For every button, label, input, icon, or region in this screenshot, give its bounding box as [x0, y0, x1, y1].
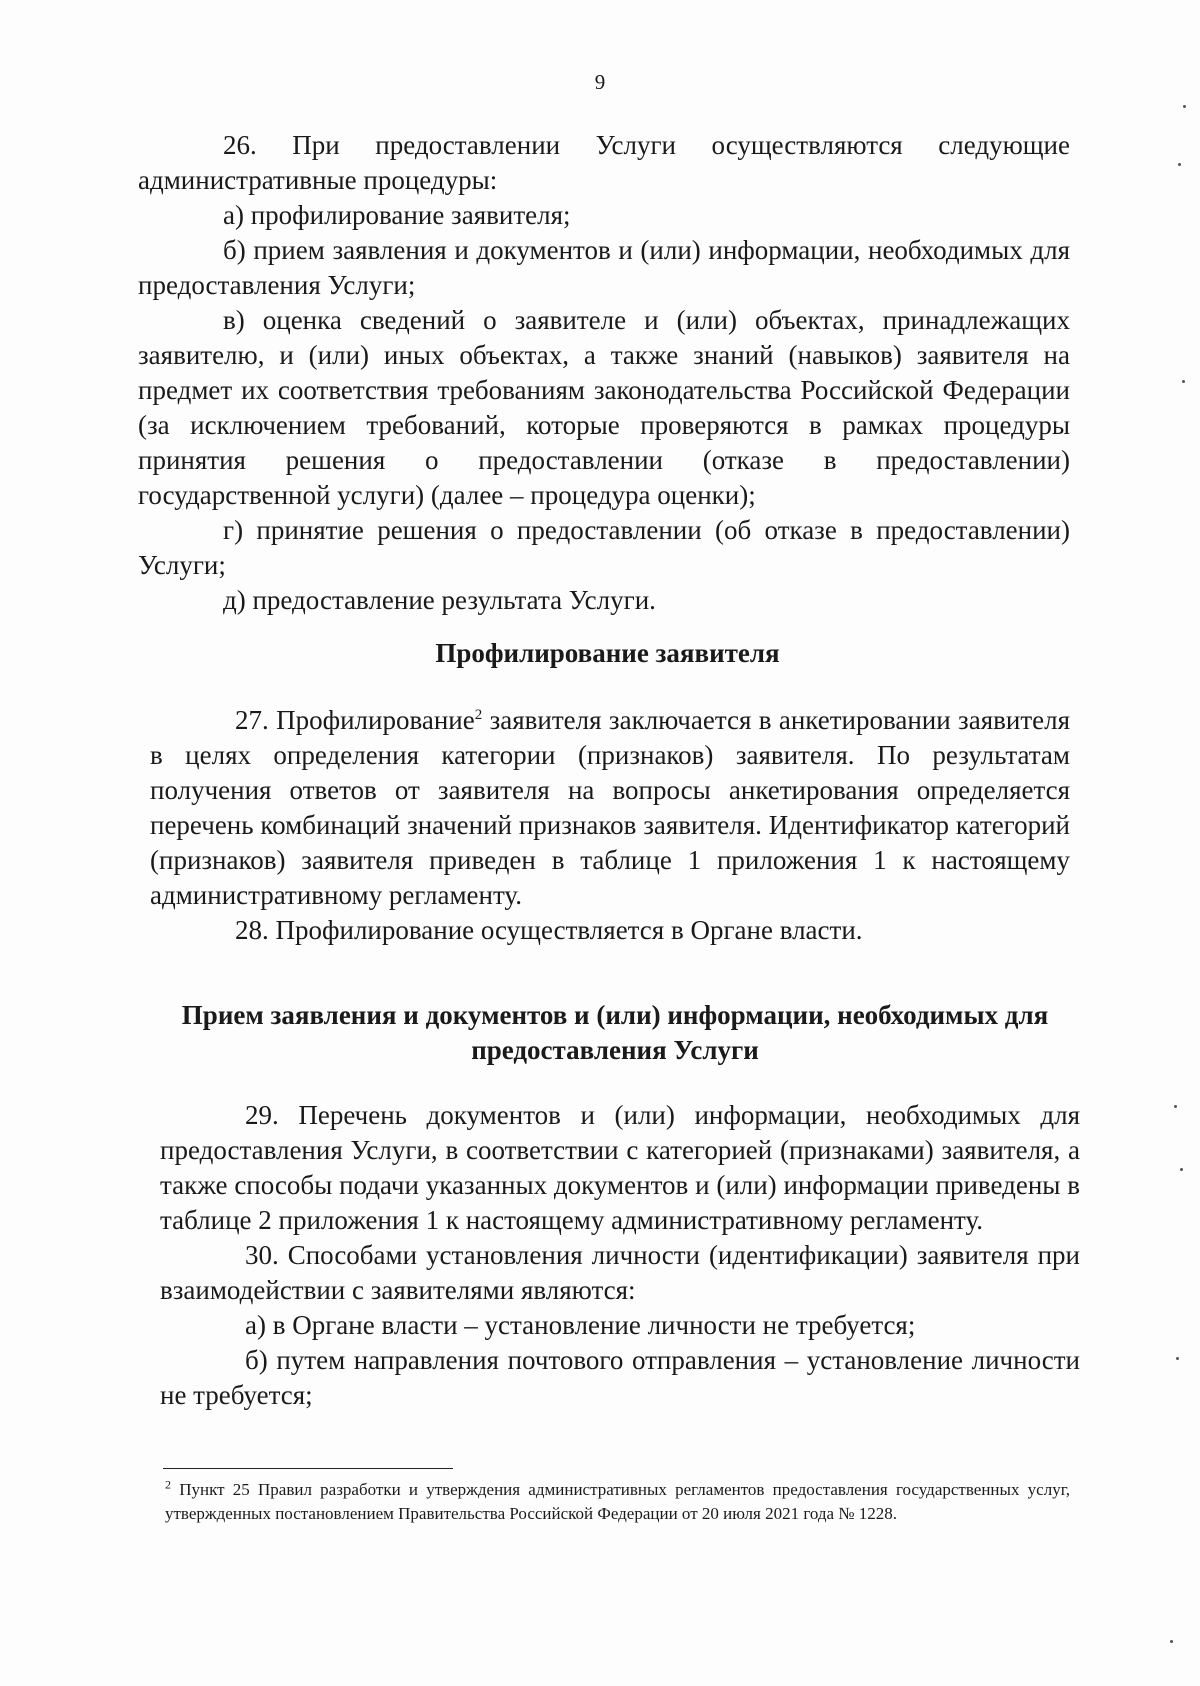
paragraph-27-start: 27. Профилирование [235, 705, 475, 735]
footnote-separator [163, 1468, 453, 1469]
scan-speck [1174, 1105, 1177, 1108]
section-reception-heading-wrap [150, 998, 1080, 1068]
section-profiling-heading-wrap [150, 636, 1065, 671]
scan-speck [1176, 1357, 1179, 1360]
list-item-a: а) профилирование заявителя; [223, 200, 571, 230]
scan-speck [1170, 1640, 1173, 1643]
paragraph-26: 26. При предоставлении Услуги осуществляются следующие административные процедуры: [138, 130, 1070, 195]
footnote-reference: 2 [474, 707, 483, 723]
list-item-g: г) принятие решения о предоставлении (об отказе в предоставлении) Услуги; [138, 515, 1070, 580]
scan-speck [1182, 380, 1185, 383]
page-number: 9 [594, 70, 606, 94]
scan-speck [1178, 163, 1181, 166]
list-item-v: в) оценка сведений о заявителе и (или) объектах, принадлежащих заявителю, и (или) иных объектах, а также знаний (навыков) заявителя на предмет их соответствия требованиям законодательства Российской Федерации (за исключением требований, которые проверяются в рамках процедуры принятия решения о предоставлении (отказе в предоставлении) государственной услуги) (далее – процедура оценки); [138, 305, 1070, 510]
section-profiling [150, 703, 1070, 948]
heading-reception-line2: предоставления Услуги [471, 1035, 759, 1065]
heading-reception-line1: Прием заявления и документов и (или) информации, необходимых для [181, 1000, 1049, 1030]
paragraph-28: 28. Профилирование осуществляется в Органе власти. [235, 915, 863, 945]
list-item-30-b: б) путем направления почтового отправления – установление личности не требуется; [160, 1345, 1080, 1410]
section-reception [160, 1098, 1080, 1413]
list-item-d: д) предоставление результата Услуги. [223, 585, 656, 615]
section-procedures [138, 128, 1070, 618]
paragraph-30: 30. Способами установления личности (идентификации) заявителя при взаимодействии с заявителями являются: [160, 1240, 1080, 1305]
list-item-30-a: а) в Органе власти – установление личности не требуется; [245, 1310, 916, 1340]
paragraph-27-rest: заявителя заключается в анкетировании заявителя в целях определения категории (признаков) заявителя. По результатам получения ответов от заявителя на вопросы анкетирования определяется перечень комбинаций значений признаков заявителя. Идентификатор категорий (признаков) заявителя приведен в таблице 1 приложения 1 к настоящему административному регламенту. [150, 705, 1071, 910]
scan-speck [1180, 1168, 1183, 1171]
footnote-text: Пункт 25 Правил разработки и утверждения административных регламентов предоставления государственных услуг, утвержденных постановлением Правительства Российской Федерации от 20 июля 2021 года № 1228. [165, 1480, 1070, 1523]
heading-profiling: Профилирование заявителя [435, 638, 780, 668]
footnote-marker: 2 [165, 1477, 171, 1492]
paragraph-27 [150, 703, 1070, 913]
footnote [165, 1478, 1070, 1526]
scan-speck [1183, 105, 1186, 108]
paragraph-29: 29. Перечень документов и (или) информации, необходимых для предоставления Услуги, в соответствии с категорией (признаками) заявителя, а также способы подачи указанных документов и (или) информации приведены в таблице 2 приложения 1 к настоящему административному регламенту. [160, 1100, 1080, 1235]
list-item-b: б) прием заявления и документов и (или) информации, необходимых для предоставления Услуги; [138, 235, 1070, 300]
